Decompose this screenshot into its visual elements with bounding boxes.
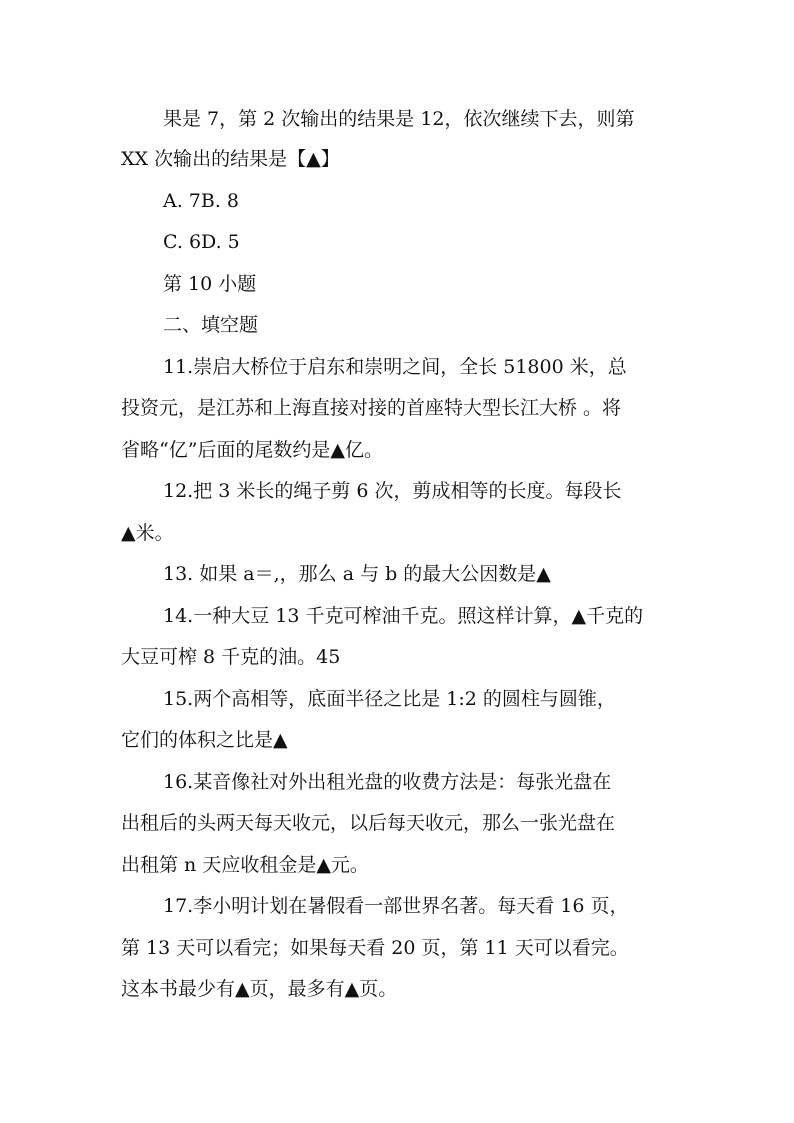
text-line: 出租第 n 天应收租金是▲元。 [121, 854, 369, 876]
text-line: 投资元，是江苏和上海直接对接的首座特大型长江大桥 。将 [121, 397, 622, 419]
text-line: 大豆可榨 8 千克的油。45 [121, 646, 341, 668]
question-16: 16.某音像社对外出租光盘的收费方法是：每张光盘在 [163, 771, 612, 793]
text-line: 果是 7，第 2 次输出的结果是 12，依次继续下去，则第 [163, 108, 635, 130]
question-heading: 第 10 小题 [163, 273, 257, 295]
section-heading: 二、填空题 [163, 314, 259, 336]
text-line: 它们的体积之比是▲ [121, 729, 288, 751]
question-17: 17.李小明计划在暑假看一部世界名著。每天看 16 页， [163, 895, 629, 917]
question-11: 11.崇启大桥位于启东和崇明之间，全长 51800 米，总 [163, 356, 627, 378]
question-13: 13. 如果 a＝,，那么 a 与 b 的最大公因数是▲ [163, 563, 551, 585]
text-line: 省略“亿”后面的尾数约是▲亿。 [121, 439, 384, 461]
question-12: 12.把 3 米长的绳子剪 6 次，剪成相等的长度。每段长 [163, 480, 622, 502]
text-line: ▲米。 [121, 522, 174, 544]
option-line: A. 7B. 8 [163, 190, 240, 212]
option-line: C. 6D. 5 [163, 231, 240, 253]
text-line: 出租后的头两天每天收元，以后每天收元，那么一张光盘在 [121, 812, 616, 834]
question-14: 14.一种大豆 13 千克可榨油千克。照这样计算，▲千克的 [163, 605, 644, 627]
text-line: 第 13 天可以看完；如果每天看 20 页，第 11 天可以看完。 [121, 937, 629, 959]
text-line: 这本书最少有▲页，最多有▲页。 [121, 978, 398, 1000]
question-15: 15.两个高相等，底面半径之比是 1:2 的圆柱与圆锥， [163, 688, 616, 710]
text-line: XX 次输出的结果是【▲】 [121, 148, 340, 170]
